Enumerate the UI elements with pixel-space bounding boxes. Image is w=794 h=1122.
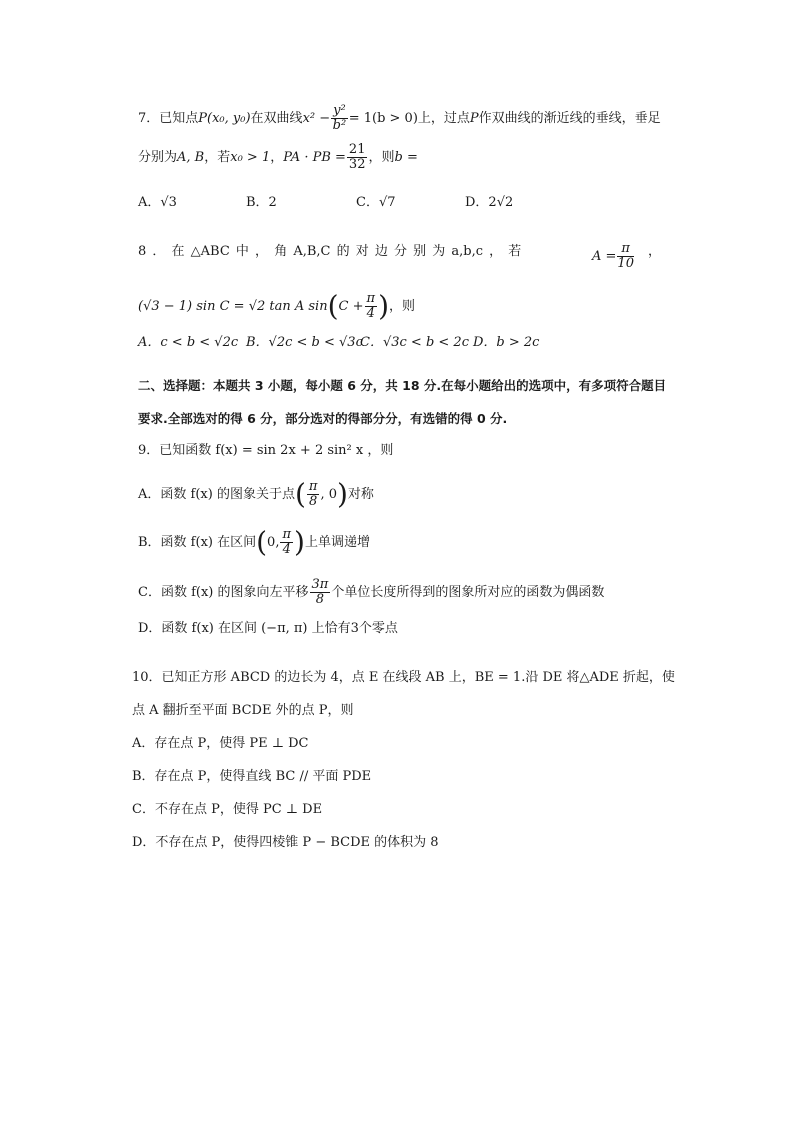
q7-text: 在双曲线 <box>250 111 303 126</box>
q9-text: C．函数 f(x) 的图象向左平移 <box>138 585 309 600</box>
fraction-numerator: π <box>308 479 318 494</box>
right-paren: ) <box>294 525 305 559</box>
fraction-numerator: π <box>366 291 376 306</box>
q9-option-c <box>138 578 604 607</box>
q9-math: , 0 <box>320 487 337 502</box>
q8-text: 8 ． 在 △ABC 中 ， 角 A,B,C 的 对 边 分 别 为 a,b,c ， 若 <box>138 244 522 259</box>
section2-line2: 要求.全部选对的得 6 分，部分选对的得部分分，有选错的得 0 分. <box>138 411 508 426</box>
fraction-denominator: 8 <box>315 592 325 607</box>
q9-text: 对称 <box>347 487 374 502</box>
q8-math: A = <box>592 249 617 264</box>
fraction-denominator: 32 <box>348 157 366 172</box>
left-paren: ( <box>327 289 339 323</box>
fraction-denominator: 8 <box>309 494 318 509</box>
fraction-numerator: y² <box>333 103 346 118</box>
q7-text: 7．已知点 <box>138 111 199 126</box>
q8-text: ，则 <box>389 299 416 314</box>
q8-math: C + <box>338 299 364 314</box>
q7-fraction2 <box>347 143 368 172</box>
fraction-numerator: π <box>282 527 291 542</box>
q10-option-b: B．存在点 P，使得直线 BC // 平面 PDE <box>132 769 372 784</box>
q9-fraction <box>310 578 331 607</box>
q9-option-d: D．函数 f(x) 在区间 (−π, π) 上恰有3个零点 <box>138 621 398 636</box>
q7-math: = 1(b > 0) <box>348 111 418 126</box>
fraction-denominator: 4 <box>366 306 375 321</box>
q9-fraction <box>307 480 320 509</box>
q9-text: 上单调递增 <box>304 535 370 550</box>
q8-fraction2 <box>365 292 378 321</box>
q8-option-c: C．√3c < b < 2c <box>360 335 469 350</box>
q8-math: (√3 − 1) sin C = √2 tan A sin <box>138 299 328 314</box>
fraction-denominator: 4 <box>282 542 291 557</box>
q7-point: P(x₀, y₀) <box>198 111 251 126</box>
q7-text: ， <box>270 150 284 165</box>
q8-comma: ， <box>648 244 662 259</box>
q10-line1: 10．已知正方形 ABCD 的边长为 4，点 E 在线段 AB 上，BE = 1.沿 DE 将△ADE 折起，使 <box>132 670 675 685</box>
q10-line2: 点 A 翻折至平面 BCDE 外的点 P，则 <box>132 703 354 718</box>
q7-math: A, B <box>177 150 205 165</box>
q8-option-a: A．c < b < √2c <box>138 335 239 350</box>
q7-option-b: B．2 <box>246 195 277 210</box>
q8-option-d: D．b > 2c <box>473 335 540 350</box>
q7-text: 上，过点 <box>417 111 470 126</box>
q10-option-d: D．不存在点 P，使得四棱锥 P − BCDE 的体积为 8 <box>132 835 439 850</box>
fraction-numerator: 21 <box>348 142 366 157</box>
q7-math: x₀ > 1 <box>230 150 271 165</box>
q8-line2 <box>138 289 416 323</box>
q7-line1 <box>138 104 661 133</box>
section2-line1: 二、选择题：本题共 3 小题，每小题 6 分，共 18 分.在每小题给出的选项中，有多项符合题目 <box>138 378 667 393</box>
q7-option-a: A．√3 <box>138 195 177 210</box>
q9-text: A．函数 f(x) 的图象关于点 <box>138 487 295 502</box>
q8-fraction <box>617 242 634 271</box>
q7-text: 作双曲线的渐近线的垂线，垂足 <box>478 111 661 126</box>
q7-text: ，若 <box>204 150 231 165</box>
q9-text: 个单位长度所得到的图象所对应的函数为偶函数 <box>331 585 605 600</box>
q9-text: B．函数 f(x) 在区间 <box>138 535 257 550</box>
q10-option-a: A．存在点 P，使得 PE ⊥ DC <box>132 736 309 751</box>
left-paren: ( <box>256 525 268 559</box>
fraction-denominator: 10 <box>617 256 634 271</box>
q8-line1 <box>138 242 521 262</box>
q8-option-b: B．√2c < b < √3c <box>246 335 363 350</box>
q9-option-a <box>138 477 374 511</box>
q7-text: ，则 <box>368 150 395 165</box>
fraction-numerator: π <box>617 242 634 257</box>
q9-math: 0, <box>267 535 280 550</box>
fraction-numerator: 3π <box>311 577 329 592</box>
right-paren: ) <box>336 477 348 511</box>
fraction-denominator: b² <box>332 118 347 133</box>
q9-fraction <box>280 528 293 557</box>
q9-stem: 9．已知函数 f(x) = sin 2x + 2 sin² x ，则 <box>138 443 394 458</box>
q7-text: 分别为 <box>138 150 178 165</box>
left-paren: ( <box>294 477 306 511</box>
q7-line2 <box>138 143 418 172</box>
q7-math: x² − <box>302 111 331 126</box>
q8-condition <box>592 242 635 271</box>
q7-option-d: D．2√2 <box>465 195 514 210</box>
q7-math: b = <box>394 150 418 165</box>
q7-option-c: C．√7 <box>356 195 396 210</box>
q7-vector-dot: PA · PB = <box>283 150 346 165</box>
right-paren: ) <box>378 289 389 323</box>
q7-math: P <box>469 111 479 126</box>
q10-option-c: C．不存在点 P，使得 PC ⊥ DE <box>132 802 323 817</box>
q7-fraction <box>331 104 348 133</box>
q9-option-b <box>138 525 370 559</box>
